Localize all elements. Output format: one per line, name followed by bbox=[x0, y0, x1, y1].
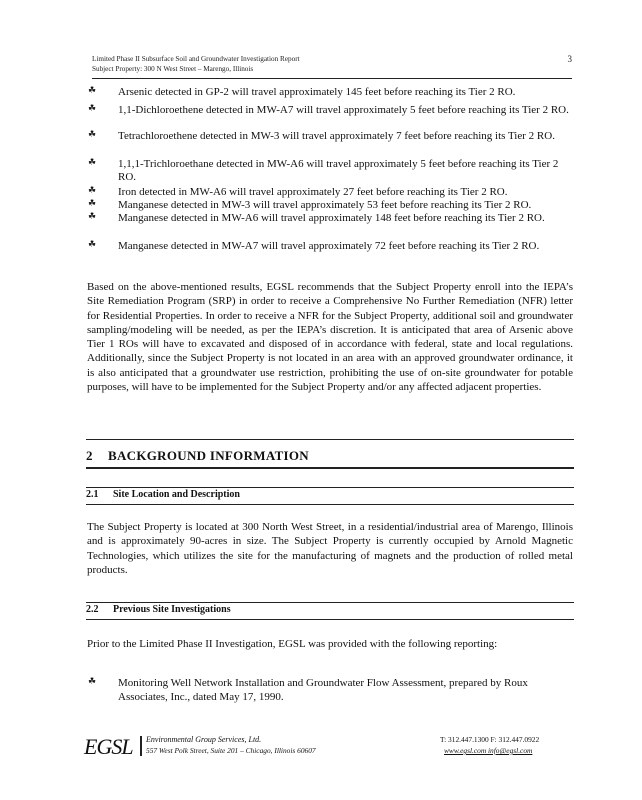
section-rule-bottom bbox=[86, 467, 574, 469]
list-item-text: Arsenic detected in GP-2 will travel approximately 145 feet before reaching its Tier 2 RO. bbox=[118, 86, 516, 98]
header-report-title: Limited Phase II Subsurface Soil and Groundwater Investigation Report bbox=[92, 55, 300, 63]
shamrock-bullet-icon: ☘ bbox=[88, 158, 97, 168]
shamrock-bullet-icon: ☘ bbox=[88, 240, 97, 250]
subsection-number: 2.2 bbox=[86, 604, 99, 615]
shamrock-bullet-icon: ☘ bbox=[88, 212, 97, 222]
footer-web-links[interactable]: www.egsl.com info@egsl.com bbox=[444, 746, 533, 755]
list-item-text: Tetrachloroethene detected in MW-3 will travel approximately 7 feet before reaching its Tier 2 RO. bbox=[118, 130, 555, 142]
subsection-rule-bottom bbox=[86, 504, 574, 505]
running-header bbox=[92, 54, 572, 74]
list-item-text: Manganese detected in MW-A7 will travel approximately 72 feet before reaching its Tier 2 RO. bbox=[118, 240, 540, 252]
shamrock-bullet-icon: ☘ bbox=[88, 86, 97, 96]
subsection-heading bbox=[86, 604, 231, 615]
subsection-rule-top bbox=[86, 487, 574, 488]
list-item-text: Manganese detected in MW-3 will travel approximately 53 feet before reaching its Tier 2 RO. bbox=[118, 199, 532, 211]
list-item-text: 1,1,1-Trichloroethane detected in MW-A6 will travel approximately 5 feet before reaching its Tier 2 RO. bbox=[118, 158, 559, 183]
recommendation-paragraph: Based on the above-mentioned results, EGSL recommends that the Subject Property enroll into the IEPA’s Site Remediation Program (SRP) in order to receive a Comprehensive No Further Remediation (NFR) letter for Residential Properties. In order to receive a NFR for the Subject Property, additional soil and groundwater sampling/modeling will be needed, as per the IEPA’s discretion. It is anticipated that area of Arsenic above Tier 1 ROs will have to excavated and disposed of in accordance with federal, state and local regulations. Additionally, since the Subject Property is not located in an area with an approved groundwater ordinance, it is also anticipated that a groundwater use restriction, prohibiting the use of on-site groundwater for potable purposes, will have to be implemented for the Subject Property and/or any affected adjacent properties. bbox=[87, 281, 573, 394]
subsection-title: Site Location and Description bbox=[113, 489, 240, 500]
company-logo: EGSL bbox=[84, 734, 133, 759]
shamrock-bullet-icon: ☘ bbox=[88, 104, 97, 114]
site-description-paragraph: The Subject Property is located at 300 North West Street, in a residential/industrial area of Marengo, Illinois and is approximately 90-acres in size. The Subject Property is currently occupied by Arnold Magnetic Technologies, which utilizes the site for the manufacturing of magnets and the production of rolled metal products. bbox=[87, 521, 573, 576]
page-number: 3 bbox=[567, 54, 572, 64]
header-subject-property: Subject Property: 300 N West Street – Marengo, Illinois bbox=[92, 65, 254, 73]
section-number: 2 bbox=[86, 448, 93, 463]
subsection-number: 2.1 bbox=[86, 489, 99, 500]
section-title: BACKGROUND INFORMATION bbox=[108, 448, 309, 463]
shamrock-bullet-icon: ☘ bbox=[88, 186, 97, 196]
list-item-text: Iron detected in MW-A6 will travel approximately 27 feet before reaching its Tier 2 RO. bbox=[118, 186, 508, 198]
list-item-text: 1,1-Dichloroethene detected in MW-A7 will travel approximately 5 feet before reaching its Tier 2 RO. bbox=[118, 104, 569, 116]
shamrock-bullet-icon: ☘ bbox=[88, 677, 97, 687]
subsection-rule-top bbox=[86, 602, 574, 603]
footer-phone: T: 312.447.1300 F: 312.447.0922 bbox=[440, 735, 540, 744]
list-item-text: Manganese detected in MW-A6 will travel approximately 148 feet before reaching its Tier 2 RO. bbox=[118, 212, 545, 224]
header-rule bbox=[92, 78, 572, 79]
list-item-text: Monitoring Well Network Installation and Groundwater Flow Assessment, prepared by Roux Associates, Inc., dated May 17, 1990. bbox=[118, 677, 528, 703]
logo-divider bbox=[140, 736, 142, 756]
section-rule-top bbox=[86, 439, 574, 440]
subsection-title: Previous Site Investigations bbox=[113, 604, 231, 615]
previous-investigations-intro: Prior to the Limited Phase II Investigation, EGSL was provided with the following reporting: bbox=[87, 638, 498, 650]
page-footer bbox=[84, 730, 576, 760]
shamrock-bullet-icon: ☘ bbox=[88, 130, 97, 140]
footer-address: 557 West Polk Street, Suite 201 – Chicago, Illinois 60607 bbox=[146, 746, 316, 755]
section-heading bbox=[86, 448, 309, 464]
footer-company: Environmental Group Services, Ltd. bbox=[146, 735, 262, 744]
shamrock-bullet-icon: ☘ bbox=[88, 199, 97, 209]
subsection-heading bbox=[86, 489, 240, 500]
subsection-rule-bottom bbox=[86, 619, 574, 620]
